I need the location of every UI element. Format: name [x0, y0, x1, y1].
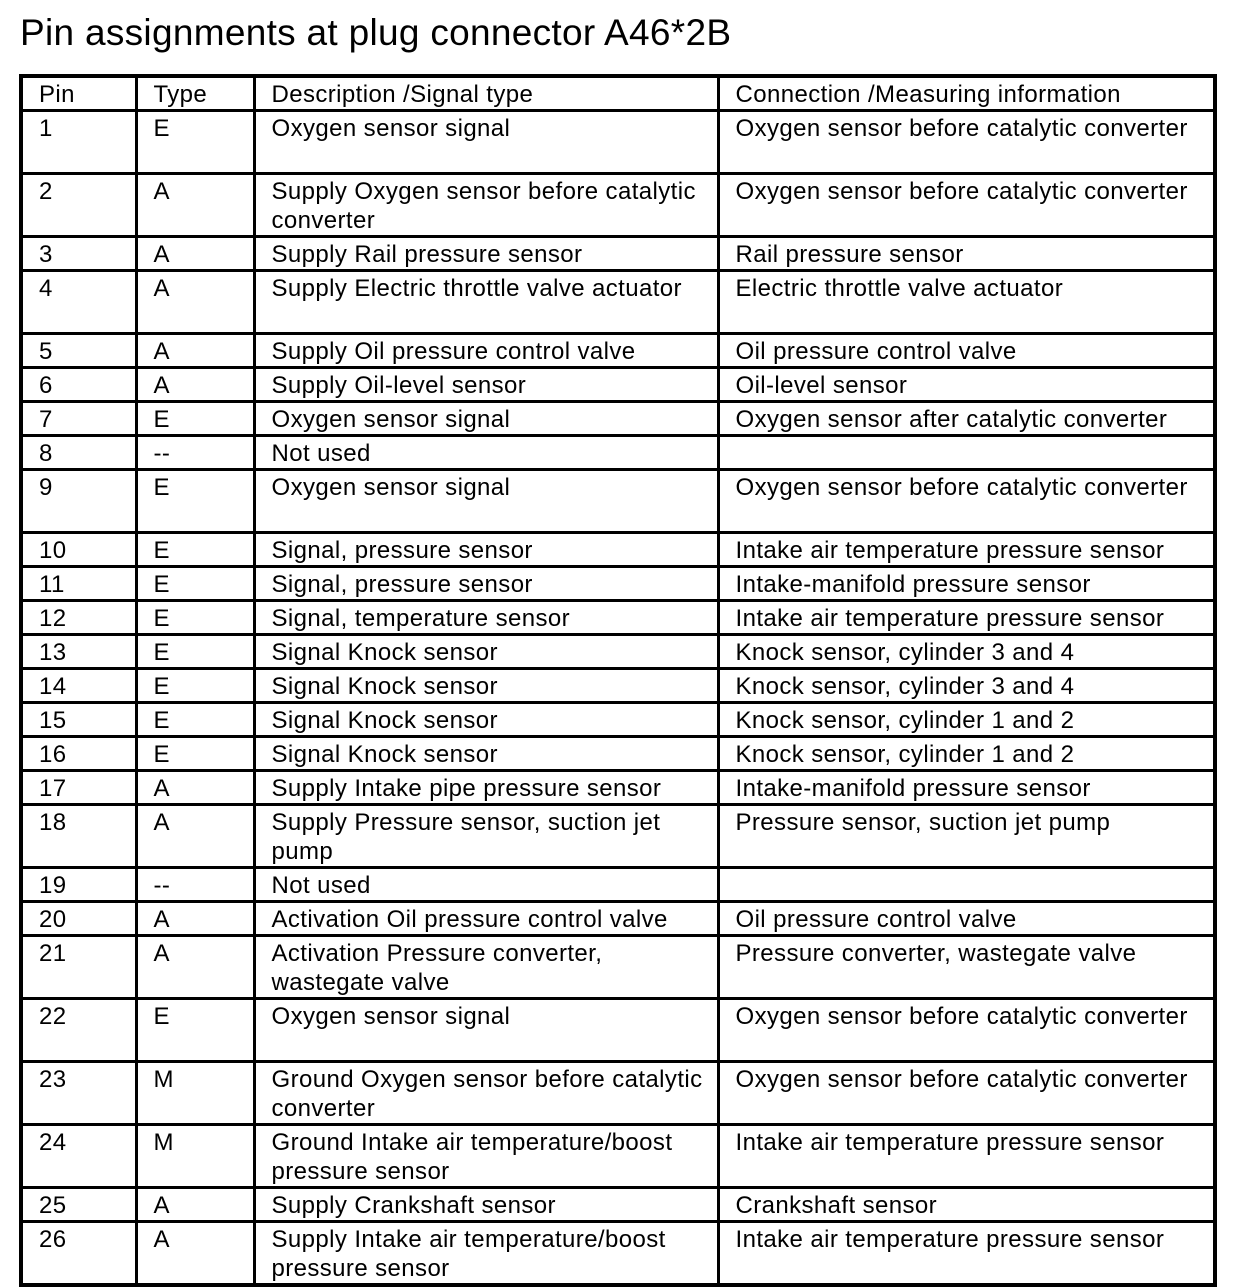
- table-row: [21, 334, 1215, 368]
- type-cell: A: [136, 334, 254, 368]
- type-cell: A: [136, 936, 254, 999]
- pin-cell: 11: [21, 567, 136, 601]
- pin-cell: 24: [21, 1125, 136, 1188]
- type-cell: A: [136, 902, 254, 936]
- connection-cell: Oxygen sensor before catalytic converter: [718, 999, 1215, 1062]
- table-row: [21, 567, 1215, 601]
- pin-cell: 25: [21, 1188, 136, 1222]
- type-cell: A: [136, 237, 254, 271]
- pin-cell: 21: [21, 936, 136, 999]
- type-cell: A: [136, 805, 254, 868]
- table-row: [21, 868, 1215, 902]
- table-row: [21, 669, 1215, 703]
- type-cell: --: [136, 436, 254, 470]
- table-row: [21, 470, 1215, 533]
- table-row: [21, 533, 1215, 567]
- pin-cell: 26: [21, 1222, 136, 1286]
- description-cell: Signal Knock sensor: [254, 703, 718, 737]
- type-cell: E: [136, 470, 254, 533]
- table-row: [21, 737, 1215, 771]
- description-cell: Not used: [254, 436, 718, 470]
- description-cell: Oxygen sensor signal: [254, 111, 718, 174]
- header-connection: Connection /Measuring information: [718, 76, 1215, 111]
- connection-cell: Rail pressure sensor: [718, 237, 1215, 271]
- description-cell: Supply Intake pipe pressure sensor: [254, 771, 718, 805]
- page-title: Pin assignments at plug connector A46*2B: [20, 12, 732, 53]
- pin-cell: 1: [21, 111, 136, 174]
- pin-cell: 20: [21, 902, 136, 936]
- pin-cell: 23: [21, 1062, 136, 1125]
- table-row: [21, 703, 1215, 737]
- connection-cell: Oxygen sensor before catalytic converter: [718, 174, 1215, 237]
- connection-cell: Intake-manifold pressure sensor: [718, 567, 1215, 601]
- table-row: [21, 1062, 1215, 1125]
- pin-cell: 7: [21, 402, 136, 436]
- pin-assignment-table: [19, 74, 1217, 1287]
- table-row: [21, 805, 1215, 868]
- table-row: [21, 402, 1215, 436]
- description-cell: Signal, pressure sensor: [254, 567, 718, 601]
- pin-cell: 3: [21, 237, 136, 271]
- type-cell: A: [136, 771, 254, 805]
- connection-cell: [718, 868, 1215, 902]
- type-cell: E: [136, 737, 254, 771]
- table-row: [21, 174, 1215, 237]
- connection-cell: Intake air temperature pressure sensor: [718, 1222, 1215, 1286]
- table-row: [21, 771, 1215, 805]
- description-cell: Supply Oil-level sensor: [254, 368, 718, 402]
- description-cell: Supply Crankshaft sensor: [254, 1188, 718, 1222]
- connection-cell: Oil pressure control valve: [718, 902, 1215, 936]
- type-cell: E: [136, 635, 254, 669]
- description-cell: Signal, pressure sensor: [254, 533, 718, 567]
- connection-cell: Knock sensor, cylinder 1 and 2: [718, 703, 1215, 737]
- description-cell: Not used: [254, 868, 718, 902]
- connection-cell: Pressure sensor, suction jet pump: [718, 805, 1215, 868]
- pin-cell: 8: [21, 436, 136, 470]
- pin-cell: 17: [21, 771, 136, 805]
- connection-cell: Knock sensor, cylinder 3 and 4: [718, 635, 1215, 669]
- table-row: [21, 271, 1215, 334]
- type-cell: M: [136, 1125, 254, 1188]
- table-row: [21, 1125, 1215, 1188]
- connection-cell: Oxygen sensor after catalytic converter: [718, 402, 1215, 436]
- description-cell: Ground Oxygen sensor before catalytic converter: [254, 1062, 718, 1125]
- description-cell: Supply Electric throttle valve actuator: [254, 271, 718, 334]
- connection-cell: Intake air temperature pressure sensor: [718, 1125, 1215, 1188]
- connection-cell: Electric throttle valve actuator: [718, 271, 1215, 334]
- pin-cell: 5: [21, 334, 136, 368]
- description-cell: Oxygen sensor signal: [254, 999, 718, 1062]
- connection-cell: Crankshaft sensor: [718, 1188, 1215, 1222]
- table-row: [21, 999, 1215, 1062]
- type-cell: A: [136, 174, 254, 237]
- table-row: [21, 111, 1215, 174]
- type-cell: M: [136, 1062, 254, 1125]
- pin-cell: 9: [21, 470, 136, 533]
- type-cell: E: [136, 402, 254, 436]
- header-type: Type: [136, 76, 254, 111]
- table-row: [21, 1188, 1215, 1222]
- connection-cell: [718, 436, 1215, 470]
- description-cell: Signal Knock sensor: [254, 737, 718, 771]
- type-cell: A: [136, 271, 254, 334]
- table-header-row: [21, 76, 1215, 111]
- table-row: [21, 1222, 1215, 1286]
- description-cell: Activation Pressure converter, wastegate valve: [254, 936, 718, 999]
- type-cell: A: [136, 368, 254, 402]
- pin-cell: 19: [21, 868, 136, 902]
- table-row: [21, 635, 1215, 669]
- description-cell: Signal, temperature sensor: [254, 601, 718, 635]
- connection-cell: Knock sensor, cylinder 3 and 4: [718, 669, 1215, 703]
- description-cell: Oxygen sensor signal: [254, 470, 718, 533]
- description-cell: Ground Intake air temperature/boost pressure sensor: [254, 1125, 718, 1188]
- description-cell: Signal Knock sensor: [254, 635, 718, 669]
- table-row: [21, 436, 1215, 470]
- table-row: [21, 902, 1215, 936]
- table-row: [21, 936, 1215, 999]
- pin-cell: 15: [21, 703, 136, 737]
- connection-cell: Oil pressure control valve: [718, 334, 1215, 368]
- connection-cell: Pressure converter, wastegate valve: [718, 936, 1215, 999]
- description-cell: Supply Oxygen sensor before catalytic converter: [254, 174, 718, 237]
- connection-cell: Oxygen sensor before catalytic converter: [718, 111, 1215, 174]
- pin-cell: 6: [21, 368, 136, 402]
- connection-cell: Oxygen sensor before catalytic converter: [718, 1062, 1215, 1125]
- connection-cell: Intake air temperature pressure sensor: [718, 533, 1215, 567]
- type-cell: E: [136, 111, 254, 174]
- pin-cell: 4: [21, 271, 136, 334]
- type-cell: E: [136, 669, 254, 703]
- type-cell: --: [136, 868, 254, 902]
- pin-cell: 14: [21, 669, 136, 703]
- connection-cell: Oil-level sensor: [718, 368, 1215, 402]
- pin-cell: 10: [21, 533, 136, 567]
- header-description: Description /Signal type: [254, 76, 718, 111]
- description-cell: Oxygen sensor signal: [254, 402, 718, 436]
- type-cell: A: [136, 1188, 254, 1222]
- description-cell: Activation Oil pressure control valve: [254, 902, 718, 936]
- description-cell: Supply Pressure sensor, suction jet pump: [254, 805, 718, 868]
- pin-cell: 16: [21, 737, 136, 771]
- connection-cell: Intake air temperature pressure sensor: [718, 601, 1215, 635]
- pin-cell: 13: [21, 635, 136, 669]
- type-cell: E: [136, 999, 254, 1062]
- type-cell: E: [136, 703, 254, 737]
- connection-cell: Intake-manifold pressure sensor: [718, 771, 1215, 805]
- description-cell: Signal Knock sensor: [254, 669, 718, 703]
- description-cell: Supply Oil pressure control valve: [254, 334, 718, 368]
- pin-cell: 12: [21, 601, 136, 635]
- header-pin: Pin: [21, 76, 136, 111]
- type-cell: E: [136, 533, 254, 567]
- connection-cell: Knock sensor, cylinder 1 and 2: [718, 737, 1215, 771]
- type-cell: E: [136, 601, 254, 635]
- pin-cell: 22: [21, 999, 136, 1062]
- table-row: [21, 601, 1215, 635]
- type-cell: E: [136, 567, 254, 601]
- connection-cell: Oxygen sensor before catalytic converter: [718, 470, 1215, 533]
- pin-cell: 18: [21, 805, 136, 868]
- type-cell: A: [136, 1222, 254, 1286]
- pin-cell: 2: [21, 174, 136, 237]
- description-cell: Supply Rail pressure sensor: [254, 237, 718, 271]
- table-row: [21, 237, 1215, 271]
- table-row: [21, 368, 1215, 402]
- description-cell: Supply Intake air temperature/boost pressure sensor: [254, 1222, 718, 1286]
